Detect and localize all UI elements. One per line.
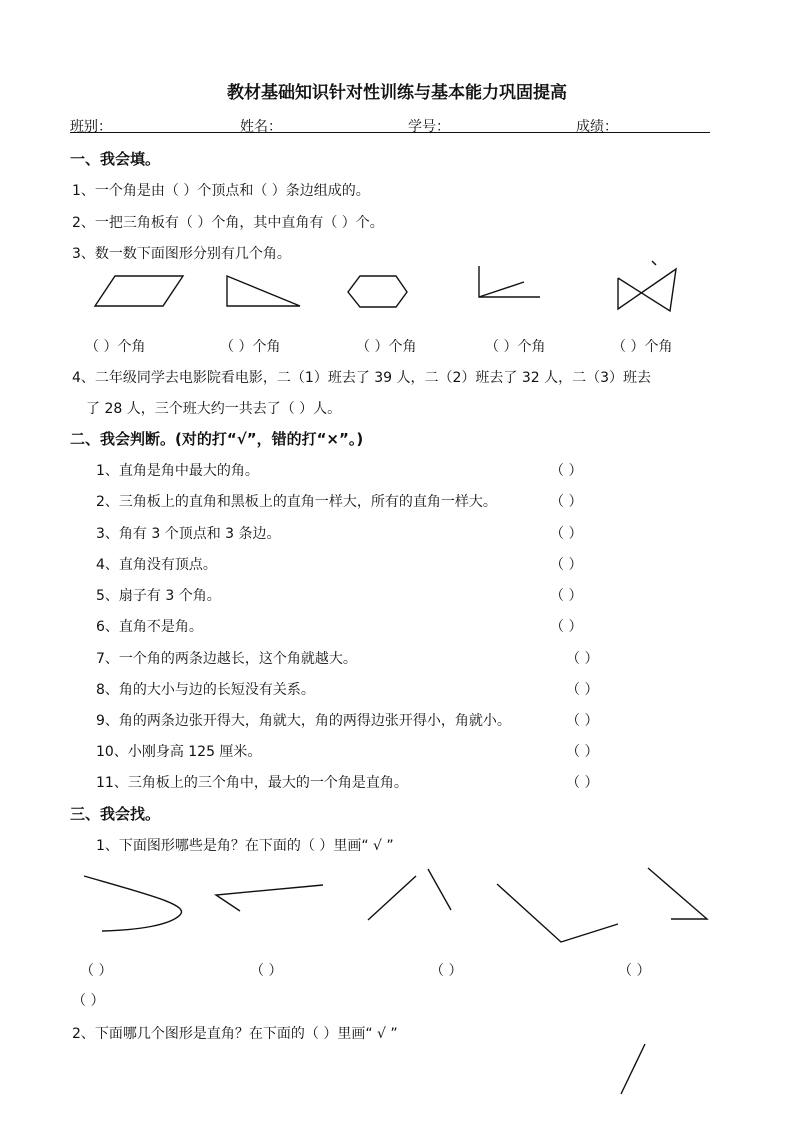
open-lines-right: [428, 869, 451, 910]
s2-item-blank: （ ）: [550, 526, 583, 542]
s2-item-blank: （ ）: [550, 494, 583, 510]
right-triangle-figure: [227, 276, 300, 306]
s1-q3-answer-5: （ ）个角: [612, 339, 673, 355]
class-label: 班别：: [70, 119, 112, 135]
section2-heading: 二、我会判断。(对的打“√”，错的打“×”。): [70, 430, 364, 448]
s1-q3-answer-3: （ ）个角: [356, 339, 417, 355]
s1-question-3: 3、数一数下面图形分别有几个角。: [72, 246, 291, 262]
s2-item-text: 7、一个角的两条边越长，这个角就越大。: [96, 651, 357, 667]
s1-question-1: 1、一个角是由（ ）个顶点和（ ）条边组成的。: [72, 183, 370, 199]
s1-q3-answer-1: （ ）个角: [85, 339, 146, 355]
s2-item-blank: （ ）: [550, 463, 583, 479]
s3-q1-answer-3: （ ）: [430, 963, 463, 979]
s2-item-text: 4、直角没有顶点。: [96, 557, 217, 573]
s2-item-text: 10、小刚身高 125 厘米。: [96, 744, 262, 760]
s1-q3-answer-4: （ ）个角: [485, 339, 546, 355]
s2-item-text: 9、角的两条边张开得大，角就大，角的两得边张开得小，角就小。: [96, 713, 511, 729]
parallelogram-figure: [95, 276, 183, 306]
s2-item-text: 6、直角不是角。: [96, 619, 203, 635]
line-segment-figure: [621, 1044, 645, 1094]
s3-question-1: 1、下面图形哪些是角？在下面的（ ）里画“ √ ”: [96, 838, 394, 854]
s2-item-blank: （ ）: [550, 557, 583, 573]
angle-figure-2: [216, 885, 323, 911]
s2-item-blank: （ ）: [566, 651, 599, 667]
section1-heading: 一、我会填。: [70, 150, 161, 168]
s2-item-text: 1、直角是角中最大的角。: [96, 463, 259, 479]
score-label: 成绩：: [576, 119, 618, 135]
s1-question-4-line1: 4、二年级同学去电影院看电影，二（1）班去了 39 人，二（2）班去了 32 人，二（3）班去: [72, 370, 652, 386]
s1-question-4-line2: 了 28 人，三个班大约一共去了（ ）人。: [86, 401, 342, 417]
name-label: 姓名：: [240, 119, 282, 135]
s2-item-text: 5、扇子有 3 个角。: [96, 588, 221, 604]
s2-item-text: 8、角的大小与边的长短没有关系。: [96, 682, 315, 698]
open-lines-left: [368, 876, 416, 920]
s1-question-2: 2、一把三角板有（ ）个角，其中直角有（ ）个。: [72, 215, 384, 231]
angle-figure-4: [648, 868, 707, 919]
bowtie-figure-mark: [652, 261, 656, 265]
student-id-label: 学号：: [408, 119, 450, 135]
s2-item-blank: （ ）: [550, 619, 583, 635]
bowtie-figure: [618, 269, 676, 311]
angle-figure-ray: [479, 282, 524, 297]
s3-question-2: 2、下面哪几个图形是直角？在下面的（ ）里画“ √ ”: [72, 1026, 398, 1042]
s2-item-text: 11、三角板上的三个角中，最大的一个角是直角。: [96, 775, 408, 791]
s2-item-blank: （ ）: [550, 588, 583, 604]
s2-item-text: 2、三角板上的直角和黑板上的直角一样大，所有的直角一样大。: [96, 494, 497, 510]
info-underline: [70, 132, 710, 133]
s2-item-blank: （ ）: [566, 682, 599, 698]
angle-figure: [479, 266, 540, 297]
s3-q1-answer-5: （ ）: [72, 993, 105, 1009]
hexagon-figure: [348, 276, 407, 307]
angle-figure-3: [497, 884, 618, 942]
s2-item-blank: （ ）: [566, 713, 599, 729]
s2-item-blank: （ ）: [566, 775, 599, 791]
s2-item-text: 3、角有 3 个顶点和 3 条边。: [96, 526, 281, 542]
curved-figure: [84, 876, 182, 931]
s3-q1-answer-1: （ ）: [80, 963, 113, 979]
s1-q3-answer-2: （ ）个角: [220, 339, 281, 355]
s2-item-blank: （ ）: [566, 744, 599, 760]
s3-q1-answer-2: （ ）: [250, 963, 283, 979]
page-title: 教材基础知识针对性训练与基本能力巩固提高: [227, 83, 567, 103]
section3-heading: 三、我会找。: [70, 805, 161, 823]
s3-q1-answer-4: （ ）: [618, 963, 651, 979]
